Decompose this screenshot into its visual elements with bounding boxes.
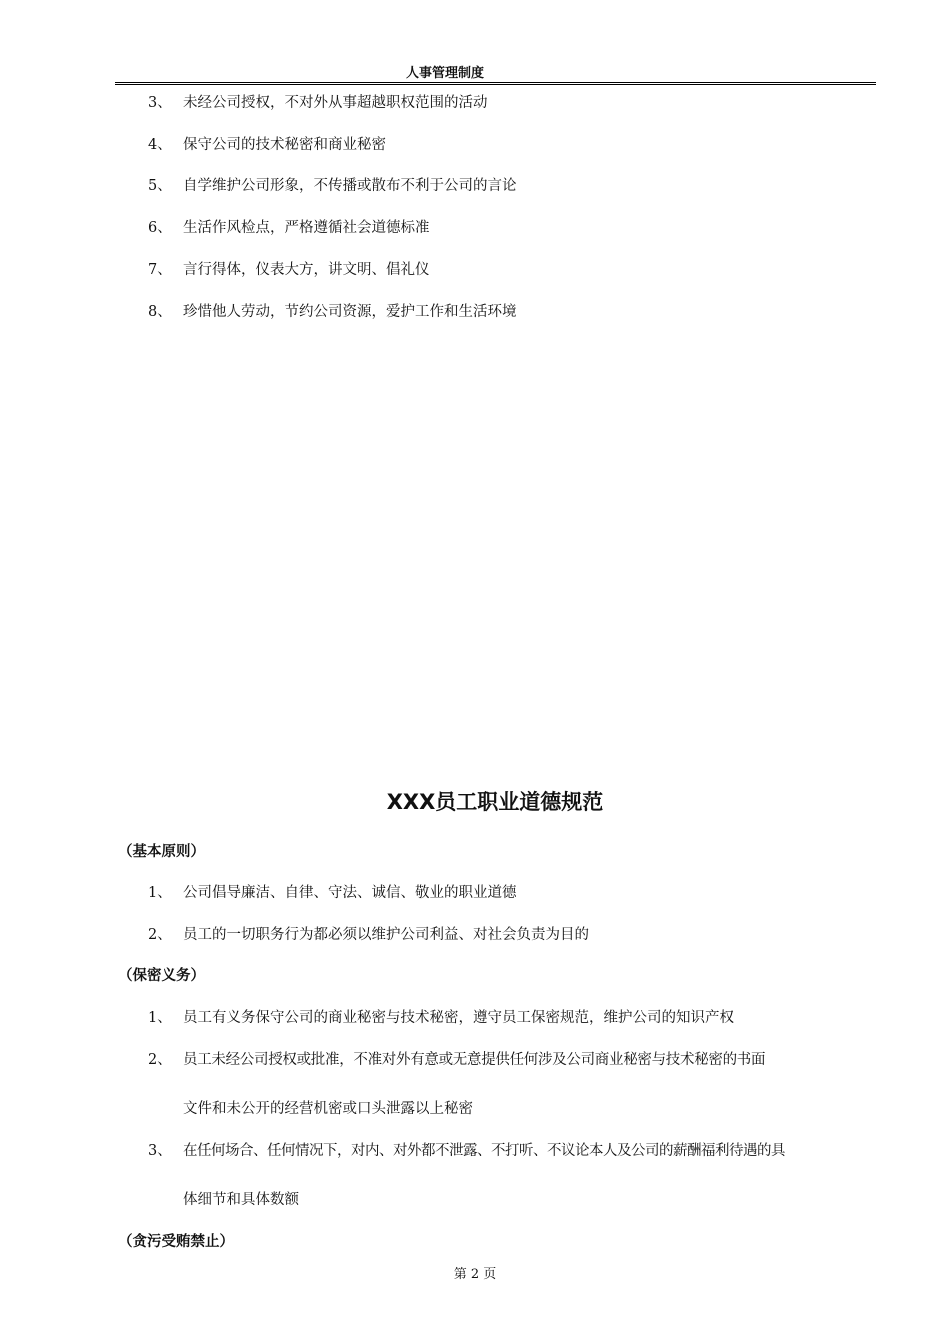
list-item xyxy=(148,1008,183,1028)
list-item xyxy=(148,135,183,155)
list-item-text: 公司倡导廉洁、自律、守法、诚信、敬业的职业道德 xyxy=(183,885,517,901)
list-item-number: 3、 xyxy=(148,95,172,111)
list-item-text: 在任何场合、任何情况下，对内、对外都不泄露、不打听、不议论本人及公司的薪酬福利待遇的具 xyxy=(183,1143,785,1159)
list-item-text: 员工未经公司授权或批准，不准对外有意或无意提供任何涉及公司商业秘密与技术秘密的书面 xyxy=(183,1052,766,1068)
list-item-number: 1、 xyxy=(148,1010,172,1026)
section-heading-anti-corruption: （贪污受贿禁止） xyxy=(118,1234,234,1250)
list-item-text-continuation: 体细节和具体数额 xyxy=(183,1192,299,1208)
list-item-text: 未经公司授权，不对外从事超越职权范围的活动 xyxy=(183,95,488,111)
list-item xyxy=(148,93,183,113)
list-item-text: 言行得体，仪表大方，讲文明、倡礼仪 xyxy=(183,262,430,278)
list-item xyxy=(148,1141,183,1161)
list-item xyxy=(148,218,183,238)
list-item xyxy=(148,883,183,903)
list-item-number: 2、 xyxy=(148,1052,172,1068)
list-item-text: 保守公司的技术秘密和商业秘密 xyxy=(183,137,386,153)
list-item-number: 3、 xyxy=(148,1143,172,1159)
list-item xyxy=(148,302,183,322)
list-item-text: 珍惜他人劳动，节约公司资源，爱护工作和生活环境 xyxy=(183,304,517,320)
list-item-number: 2、 xyxy=(148,927,172,943)
list-item-number: 1、 xyxy=(148,885,172,901)
header-divider xyxy=(115,82,876,85)
section-heading-basic-principles: （基本原则） xyxy=(118,844,205,860)
list-item-number: 6、 xyxy=(148,220,172,236)
page-number: 第 2 页 xyxy=(453,1267,497,1282)
list-item-number: 7、 xyxy=(148,262,172,278)
list-item-text-continuation: 文件和未公开的经营机密或口头泄露以上秘密 xyxy=(183,1101,473,1117)
list-item xyxy=(148,1050,183,1070)
page-header-title: 人事管理制度 xyxy=(405,66,484,81)
list-item-text: 生活作风检点，严格遵循社会道德标准 xyxy=(183,220,430,236)
list-item-text: 自学维护公司形象，不传播或散布不利于公司的言论 xyxy=(183,178,517,194)
section-heading-confidentiality: （保密义务） xyxy=(118,968,205,984)
list-item xyxy=(148,925,183,945)
list-item-number: 5、 xyxy=(148,178,172,194)
list-item-text: 员工有义务保守公司的商业秘密与技术秘密，遵守员工保密规范，维护公司的知识产权 xyxy=(183,1010,734,1026)
list-item xyxy=(148,176,183,196)
list-item-number: 4、 xyxy=(148,137,172,153)
document-title: XXX员工职业道德规范 xyxy=(386,790,604,814)
list-item xyxy=(148,260,183,280)
list-item-text: 员工的一切职务行为都必须以维护公司利益、对社会负责为目的 xyxy=(183,927,589,943)
list-item-number: 8、 xyxy=(148,304,172,320)
